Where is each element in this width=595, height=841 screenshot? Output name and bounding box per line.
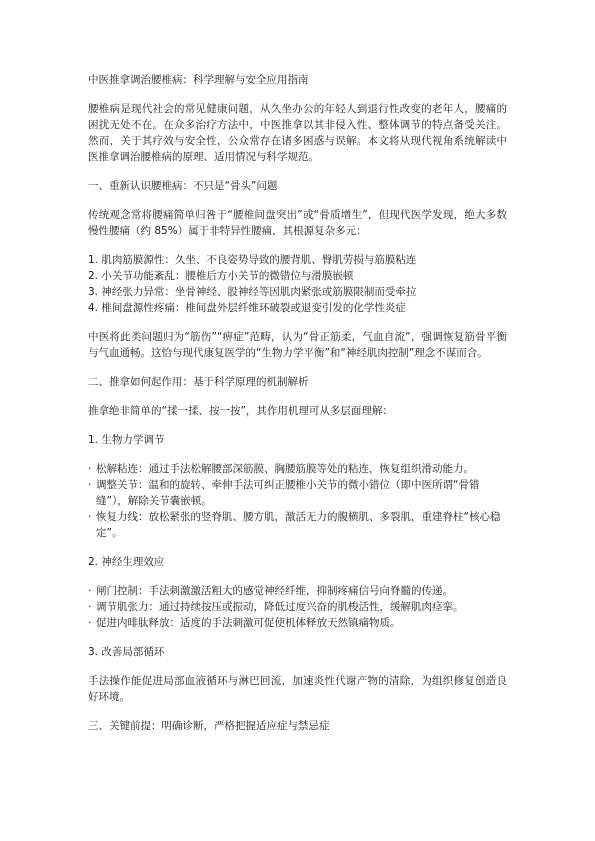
bullet-icon: ·: [88, 511, 92, 523]
list-item: · 促进内啡肽释放：适度的手法刺激可促使机体释放天然镇痛物质。: [88, 617, 401, 629]
list-item: 3. 神经张力异常：坐骨神经、股神经等因肌肉紧张或筋膜限制而受牵拉: [88, 286, 417, 298]
bullet-icon: ·: [88, 463, 92, 475]
bullet-icon: ·: [88, 617, 92, 629]
list-item: 1. 肌肉筋膜源性：久坐、不良姿势导致的腰背肌、臀肌劳损与筋膜粘连: [88, 254, 417, 266]
section1-cause-list: [88, 252, 507, 316]
list-item: 2. 小关节功能紊乱：腰椎后方小关节的微错位与滑膜嵌顿: [88, 270, 354, 282]
section1-paragraph-1: 传统观念常将腰痛简单归咎于“腰椎间盘突出”或“骨质增生”，但现代医学发现，绝大多数慢性腰痛（约 85%）属于非特异性腰痛，其根源复杂多元：: [88, 209, 507, 237]
subsection-neuro-heading: 2. 神经生理效应: [88, 556, 165, 568]
list-item: · 调节肌张力：通过持续按压或振动，降低过度兴奋的肌梭活性，缓解肌肉痉挛。: [88, 601, 464, 613]
list-item: 4. 椎间盘源性疼痛：椎间盘外层纤维环破裂或退变引发的化学性炎症: [88, 302, 406, 314]
section1-paragraph-2: 中医将此类问题归为“筋伤”“痹症”范畴，认为“骨正筋柔，气血自流”，强调恢复筋骨平衡与气血通畅。这恰与现代康复医学的“生物力学平衡”和“神经肌肉控制”理念不谋而合。: [88, 331, 507, 359]
bullet-icon: ·: [88, 479, 92, 491]
neuro-list: [88, 583, 507, 631]
section1-heading: 一、重新认识腰椎病：不只是“骨头”问题: [88, 180, 278, 192]
list-item: · 闸门控制：手法刺激激活粗大的感觉神经纤维，抑制疼痛信号向脊髓的传递。: [88, 585, 453, 597]
section2-intro: 推拿绝非简单的“揉一揉、按一按”，其作用机理可从多层面理解：: [88, 405, 393, 417]
intro-paragraph: 腰椎病是现代社会的常见健康问题，从久坐办公的年轻人到退行性改变的老年人，腰痛的困扰无处不在。在众多治疗方法中，中医推拿以其非侵入性、整体调节的特点备受关注。然而，关于其疗效与安全性，公众常存在诸多困惑与误解。本文将从现代视角系统解读中医推拿调治腰椎病的原理、适用情况与科学规范。: [88, 103, 507, 163]
bullet-icon: ·: [88, 601, 92, 613]
section3-heading: 三、关键前提：明确诊断，严格把握适应症与禁忌症: [88, 720, 330, 732]
section2-heading: 二、推拿如何起作用：基于科学原理的机制解析: [88, 376, 309, 388]
list-item: · 恢复力线：放松紧张的竖脊肌、腰方肌，激活无力的腹横肌、多裂肌，重建脊柱“核心稳定”。: [88, 511, 501, 539]
document-title: 中医推拿调治腰椎病：科学理解与安全应用指南: [88, 74, 309, 86]
subsection-circulation-heading: 3. 改善局部循环: [88, 646, 165, 658]
biomechanics-list: [88, 461, 507, 541]
bullet-icon: ·: [88, 585, 92, 597]
subsection-biomechanics-heading: 1. 生物力学调节: [88, 434, 165, 446]
list-item: · 调整关节：温和的旋转、牵伸手法可纠正腰椎小关节的微小错位（即中医所谓“骨错缝”），解除关节囊嵌顿。: [88, 479, 480, 507]
circulation-paragraph: 手法操作能促进局部血液循环与淋巴回流，加速炎性代谢产物的清除，为组织修复创造良好环境。: [88, 675, 507, 703]
list-item: · 松解粘连：通过手法松解腰部深筋膜、胸腰筋膜等处的粘连，恢复组织滑动能力。: [88, 463, 474, 475]
